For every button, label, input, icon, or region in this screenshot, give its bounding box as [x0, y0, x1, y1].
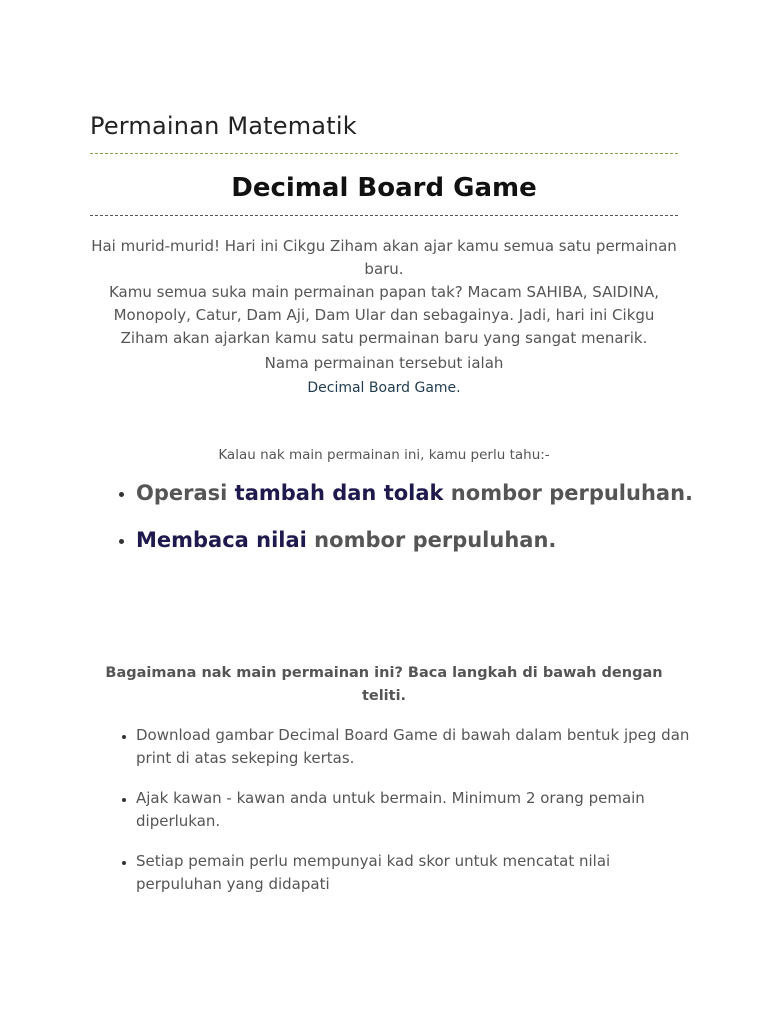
intro-text: [90, 235, 678, 350]
list-item: [136, 480, 696, 507]
post-title[interactable]: Decimal Board Game: [231, 173, 537, 203]
steps-list: [108, 724, 696, 913]
list-item: [136, 527, 696, 554]
skills-list: [108, 480, 696, 574]
howto-heading: Bagaimana nak main permainan ini? Baca langkah di bawah dengan teliti.: [105, 665, 663, 704]
game-name-intro: Nama permainan tersebut ialah: [264, 354, 504, 372]
title-divider: [90, 153, 678, 154]
blog-title[interactable]: Permainan Matematik: [90, 112, 357, 140]
intro-paragraph: Hai murid-murid! Hari ini Cikgu Ziham akan ajar kamu semua satu permainan baru.: [91, 237, 677, 278]
list-item: • Ajak kawan - kawan anda untuk bermain. Minimum 2 orang pemain diperlukan.: [136, 787, 696, 833]
skill-rest: nombor perpuluhan.: [306, 528, 557, 552]
prerequisites-heading: Kalau nak main permainan ini, kamu perlu tahu:-: [218, 447, 550, 463]
intro-paragraph: Kamu semua suka main permainan papan tak? Macam SAHIBA, SAIDINA, Monopoly, Catur, Dam Aji, Dam Ular dan sebagainya. Jadi, hari ini Cikgu Ziham akan ajarkan kamu satu permainan baru yang sangat menarik.: [108, 283, 660, 347]
skill-lead: Operasi: [136, 481, 235, 505]
list-item: • Download gambar Decimal Board Game di bawah dalam bentuk jpeg dan print di atas sekeping kertas.: [136, 724, 696, 770]
skill-rest: nombor perpuluhan.: [443, 481, 694, 505]
post-title-divider: [90, 215, 678, 216]
skill-highlight: tambah dan tolak: [234, 481, 444, 505]
skill-highlight: Membaca nilai: [136, 528, 307, 552]
game-name: Decimal Board Game.: [307, 380, 461, 396]
list-item: • Setiap pemain perlu mempunyai kad skor untuk mencatat nilai perpuluhan yang didapati: [136, 850, 696, 896]
